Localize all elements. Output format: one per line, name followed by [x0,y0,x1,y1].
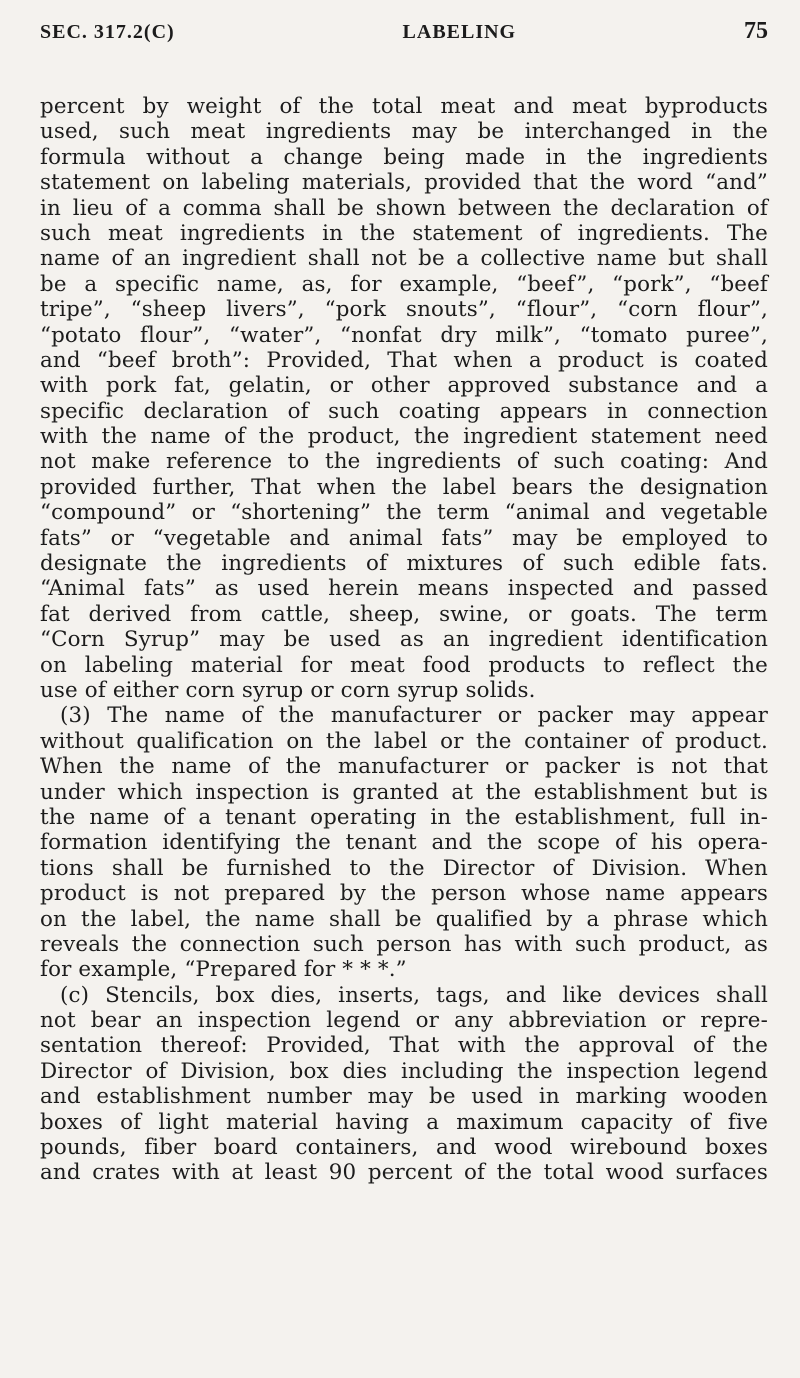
text-line: provided further, That when the label bears the designation [40,474,768,500]
text-line: on the label, the name shall be qualified by a phrase which [40,906,768,932]
body-text [40,94,768,1186]
text-line: fats” or “vegetable and animal fats” may be employed to [40,525,768,551]
text-line: under which inspection is granted at the establishment but is [40,779,768,805]
text-line: in lieu of a comma shall be shown between the declaration of [40,195,768,221]
text-line: for example, “Prepared for * * *.” [40,957,407,983]
page-heading: LABELING [402,21,517,43]
text-line: specific declaration of such coating appears in connection [40,398,768,424]
text-line: boxes of light material having a maximum capacity of five [40,1109,768,1135]
document-page [40,18,768,1186]
text-line: “Animal fats” as used herein means inspected and passed [40,576,768,602]
text-line: with the name of the product, the ingredient statement need [40,424,768,450]
text-line: designate the ingredients of mixtures of such edible fats. [40,551,768,577]
page-number: 75 [743,18,768,44]
text-line: used, such meat ingredients may be interchanged in the [40,119,768,145]
section-reference: SEC. 317.2(C) [40,21,175,43]
text-line: not make reference to the ingredients of such coating: And [40,449,768,475]
text-line: “compound” or “shortening” the term “animal and vegetable [40,500,768,526]
text-line: on labeling material for meat food products to reflect the [40,652,768,678]
text-line: be a specific name, as, for example, “beef”, “pork”, “beef [40,271,768,297]
text-line: such meat ingredients in the statement of ingredients. The [40,220,768,246]
text-line: with pork fat, gelatin, or other approved substance and a [40,373,768,399]
text-line: When the name of the manufacturer or packer is not that [40,754,768,780]
running-head [40,18,768,46]
text-line: use of either corn syrup or corn syrup solids. [40,677,536,703]
text-line: tripe”, “sheep livers”, “pork snouts”, “flour”, “corn flour”, [40,297,768,323]
text-line: fat derived from cattle, sheep, swine, or goats. The term [40,601,768,627]
text-line: the name of a tenant operating in the establishment, full in- [40,804,768,830]
text-line: “Corn Syrup” may be used as an ingredient identification [40,627,768,653]
text-line: and crates with at least 90 percent of the total wood surfaces [40,1160,768,1186]
text-line: Director of Division, box dies including the inspection legend [40,1058,768,1084]
text-line: and establishment number may be used in marking wooden [40,1084,768,1110]
text-line: (c) Stencils, box dies, inserts, tags, and like devices shall [60,982,768,1008]
text-line: without qualification on the label or the container of product. [40,728,768,754]
text-line: formation identifying the tenant and the scope of his opera- [40,830,768,856]
text-line: product is not prepared by the person whose name appears [40,881,768,907]
text-line: formula without a change being made in the ingredients [40,144,768,170]
text-line: and “beef broth”: Provided, That when a product is coated [40,347,768,373]
text-line: not bear an inspection legend or any abbreviation or repre- [40,1008,768,1034]
text-line: percent by weight of the total meat and meat byproducts [40,94,768,119]
text-line: sentation thereof: Provided, That with the approval of the [40,1033,768,1059]
text-line: tions shall be furnished to the Director of Division. When [40,855,768,881]
text-line: “potato flour”, “water”, “nonfat dry milk”, “tomato puree”, [40,322,768,348]
text-line: pounds, fiber board containers, and wood wirebound boxes [40,1135,768,1161]
text-line: statement on labeling materials, provided that the word “and” [40,170,768,196]
text-line: name of an ingredient shall not be a collective name but shall [40,246,768,272]
text-line: (3) The name of the manufacturer or packer may appear [60,703,768,729]
text-line: reveals the connection such person has with such product, as [40,931,768,957]
